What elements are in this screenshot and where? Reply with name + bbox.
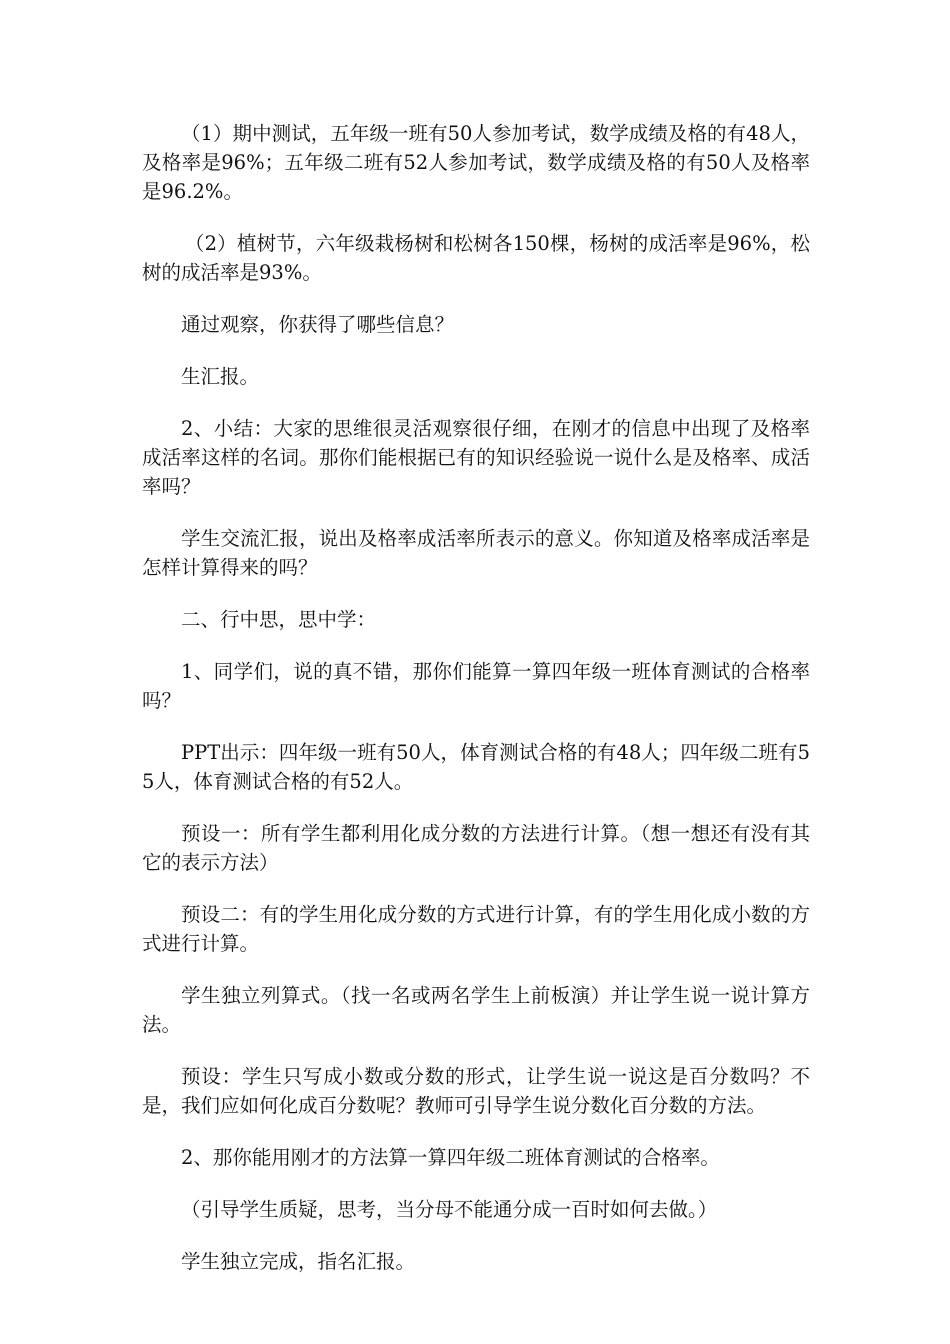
paragraph-class-one-question: 1、同学们，说的真不错，那你们能算一算四年级一班体育测试的合格率吗？ (142, 660, 810, 712)
paragraph-independent-formula: 学生独立列算式。（找一名或两名学生上前板演）并让学生说一说计算方法。 (142, 984, 810, 1036)
section-heading: 二、行中思，思中学： (181, 608, 377, 631)
paragraph-class-two-question: 2、那你能用刚才的方法算一算四年级二班体育测试的合格率。 (181, 1146, 720, 1169)
document-body (142, 119, 810, 1299)
paragraph-preset-one: 预设一：所有学生都利用化成分数的方法进行计算。（想一想还有没有其它的表示方法） (142, 822, 810, 874)
paragraph-preset-percent: 预设：学生只写成小数或分数的形式，让学生说一说这是百分数吗？不是，我们应如何化成百分数呢？教师可引导学生说分数化百分数的方法。 (142, 1065, 810, 1117)
paragraph-observation-question: 通过观察，你获得了哪些信息？ (181, 313, 455, 336)
paragraph-tree-survival-rate: （2）植树节，六年级栽杨树和松树各150棵，杨树的成活率是96%，松树的成活率是93%。 (142, 232, 810, 284)
paragraph-student-report: 生汇报。 (181, 365, 260, 388)
paragraph-summary: 2、小结：大家的思维很灵活观察很仔细，在刚才的信息中出现了及格率成活率这样的名词。那你们能根据已有的知识经验说一说什么是及格率、成活率吗？ (142, 417, 810, 498)
paragraph-exam-pass-rate: （1）期中测试，五年级一班有50人参加考试，数学成绩及格的有48人，及格率是96%；五年级二班有52人参加考试，数学成绩及格的有50人及格率是96.2%。 (142, 122, 810, 203)
paragraph-student-exchange: 学生交流汇报，说出及格率成活率所表示的意义。你知道及格率成活率是怎样计算得来的吗？ (142, 527, 810, 579)
paragraph-preset-two: 预设二：有的学生用化成分数的方式进行计算，有的学生用化成小数的方式进行计算。 (142, 903, 810, 955)
paragraph-ppt-display: PPT出示：四年级一班有50人，体育测试合格的有48人；四年级二班有55人，体育测试合格的有52人。 (142, 741, 810, 793)
paragraph-independent-completion: 学生独立完成，指名汇报。 (181, 1250, 416, 1273)
paragraph-guidance-note: （引导学生质疑，思考，当分母不能通分成一百时如何去做。） (181, 1198, 718, 1221)
